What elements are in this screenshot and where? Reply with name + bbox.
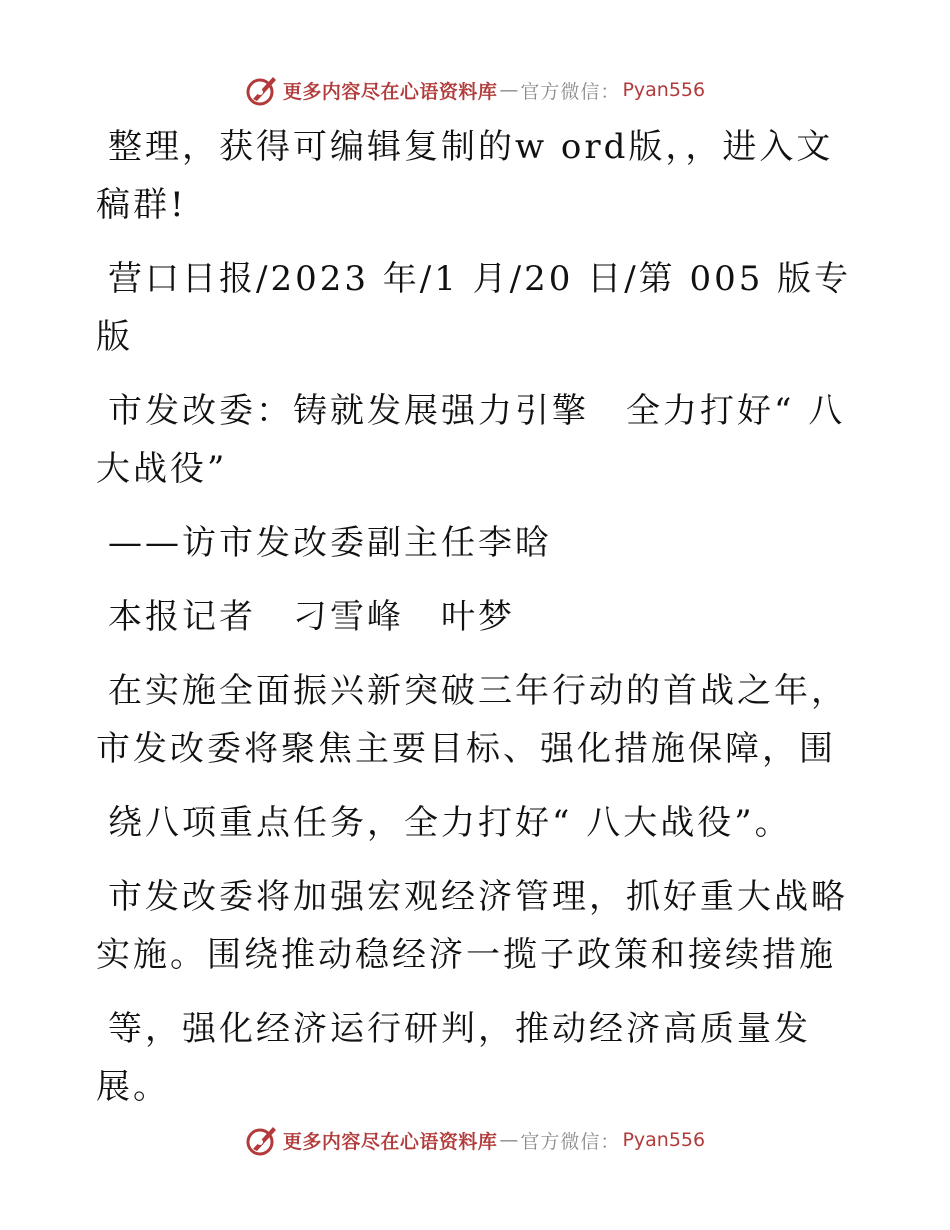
watermark-banner-bottom xyxy=(0,1118,950,1162)
article-subtitle: ——访市发改委副主任李晗 xyxy=(108,523,552,563)
paragraph-body-1: 在实施全面振兴新突破三年行动的首战之年，市发改委将聚焦主要目标、强化措施保障，围 xyxy=(96,671,848,769)
quill-pen-circle-icon xyxy=(245,1123,279,1157)
paragraph-body-4: 等，强化经济运行研判，推动经济高质量发展。 xyxy=(96,1009,811,1107)
watermark-wechat-id: Pyan556 xyxy=(622,1129,706,1151)
paragraph-source: 营口日报/2023 年/1 月/20 日/第 005 版专版 xyxy=(96,259,852,357)
watermark-wechat-label: 官方微信： xyxy=(520,1130,621,1153)
quill-pen-circle-icon xyxy=(245,73,279,107)
watermark-wechat-label: 官方微信： xyxy=(520,80,621,103)
paragraph-body-2: 绕八项重点任务，全力打好“ 八大战役”。 xyxy=(108,803,792,843)
watermark-brand: 更多内容尽在心语资料库 xyxy=(282,80,498,103)
watermark-separator: — xyxy=(499,1129,519,1151)
document-body xyxy=(96,118,856,1132)
paragraph-intro: 整理，获得可编辑复制的w ord版，，进入文稿群! xyxy=(96,127,834,225)
watermark-separator: — xyxy=(499,79,519,101)
watermark-brand: 更多内容尽在心语资料库 xyxy=(282,1130,498,1153)
article-byline: 本报记者 刁雪峰 叶梦 xyxy=(108,597,515,637)
watermark-wechat-id: Pyan556 xyxy=(622,79,706,101)
paragraph-body-3: 市发改委将加强宏观经济管理，抓好重大战略实施。围绕推动稳经济一揽子政策和接续措施 xyxy=(96,877,848,975)
article-title: 市发改委：铸就发展强力引擎 全力打好“ 八大战役” xyxy=(96,391,846,489)
watermark-banner-top xyxy=(0,68,950,112)
